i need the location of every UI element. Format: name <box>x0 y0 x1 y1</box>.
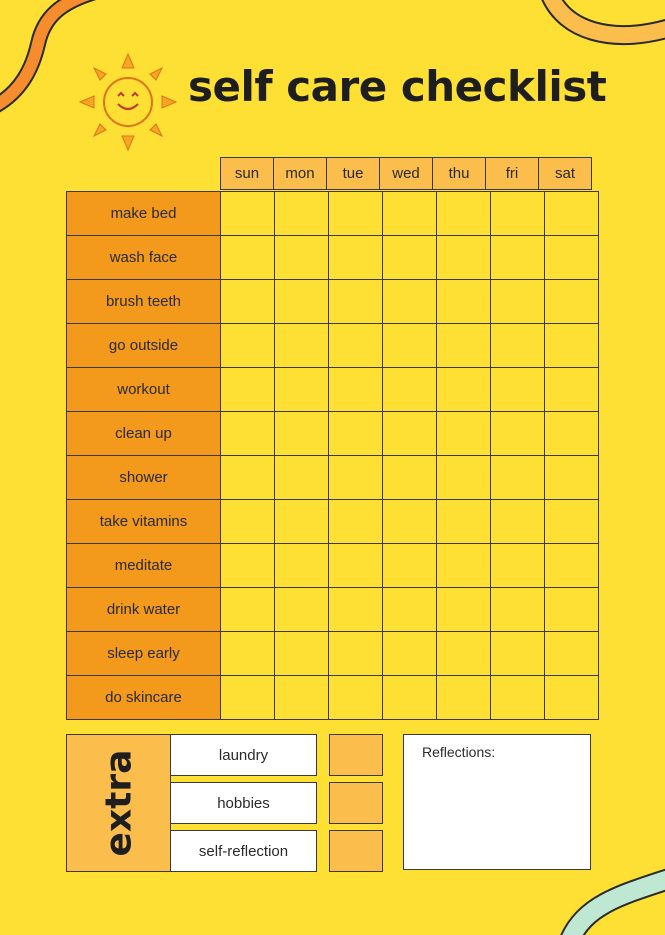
checkbox-cell-mon[interactable] <box>274 587 328 631</box>
checkbox-cell-mon[interactable] <box>274 191 328 235</box>
task-row <box>66 675 599 719</box>
checkbox-cell-sat[interactable] <box>544 323 599 367</box>
checkbox-cell-fri[interactable] <box>490 675 544 720</box>
checkbox-cell-sun[interactable] <box>220 455 274 499</box>
checkbox-cell-fri[interactable] <box>490 499 544 543</box>
task-row <box>66 631 599 675</box>
task-row <box>66 411 599 455</box>
task-row <box>66 455 599 499</box>
checkbox-cell-mon[interactable] <box>274 411 328 455</box>
checkbox-cell-sun[interactable] <box>220 323 274 367</box>
extra-item: self-reflection <box>170 830 317 872</box>
extra-checkbox[interactable] <box>329 830 383 872</box>
checkbox-cell-thu[interactable] <box>436 631 490 675</box>
task-row <box>66 587 599 631</box>
task-label: do skincare <box>66 675 220 720</box>
checkbox-cell-sat[interactable] <box>544 543 599 587</box>
checkbox-cell-thu[interactable] <box>436 411 490 455</box>
extra-item: hobbies <box>170 782 317 824</box>
task-label: meditate <box>66 543 220 587</box>
checkbox-cell-sat[interactable] <box>544 235 599 279</box>
checkbox-cell-mon[interactable] <box>274 543 328 587</box>
checkbox-cell-wed[interactable] <box>382 455 436 499</box>
task-label: take vitamins <box>66 499 220 543</box>
checkbox-cell-sun[interactable] <box>220 543 274 587</box>
checkbox-cell-tue[interactable] <box>328 587 382 631</box>
checkbox-cell-thu[interactable] <box>436 587 490 631</box>
checkbox-cell-wed[interactable] <box>382 543 436 587</box>
checkbox-cell-sun[interactable] <box>220 499 274 543</box>
checkbox-cell-thu[interactable] <box>436 455 490 499</box>
checkbox-cell-thu[interactable] <box>436 323 490 367</box>
checkbox-cell-thu[interactable] <box>436 367 490 411</box>
checkbox-cell-sun[interactable] <box>220 191 274 235</box>
checkbox-cell-tue[interactable] <box>328 455 382 499</box>
task-row <box>66 235 599 279</box>
checkbox-cell-sat[interactable] <box>544 455 599 499</box>
checkbox-cell-sun[interactable] <box>220 411 274 455</box>
checkbox-cell-sun[interactable] <box>220 235 274 279</box>
checkbox-cell-sat[interactable] <box>544 191 599 235</box>
checkbox-cell-sun[interactable] <box>220 587 274 631</box>
day-header: thu <box>432 157 486 190</box>
checkbox-cell-mon[interactable] <box>274 455 328 499</box>
checkbox-cell-sat[interactable] <box>544 631 599 675</box>
checkbox-cell-tue[interactable] <box>328 323 382 367</box>
task-label: clean up <box>66 411 220 455</box>
checkbox-cell-tue[interactable] <box>328 235 382 279</box>
task-row <box>66 279 599 323</box>
day-header-row <box>220 157 591 190</box>
reflections-box[interactable] <box>403 734 591 870</box>
checkbox-cell-wed[interactable] <box>382 367 436 411</box>
task-label: go outside <box>66 323 220 367</box>
checkbox-cell-sat[interactable] <box>544 367 599 411</box>
day-header: fri <box>485 157 539 190</box>
checkbox-cell-wed[interactable] <box>382 587 436 631</box>
day-header: sun <box>220 157 274 190</box>
checkbox-cell-tue[interactable] <box>328 499 382 543</box>
checkbox-cell-tue[interactable] <box>328 191 382 235</box>
checkbox-cell-sun[interactable] <box>220 675 274 720</box>
task-row <box>66 367 599 411</box>
checkbox-cell-sun[interactable] <box>220 631 274 675</box>
task-row <box>66 499 599 543</box>
extra-label: extra <box>98 749 140 857</box>
checkbox-cell-fri[interactable] <box>490 411 544 455</box>
checkbox-cell-sat[interactable] <box>544 411 599 455</box>
checkbox-cell-wed[interactable] <box>382 279 436 323</box>
extra-checkbox[interactable] <box>329 734 383 776</box>
checkbox-cell-tue[interactable] <box>328 631 382 675</box>
task-label: wash face <box>66 235 220 279</box>
checkbox-cell-wed[interactable] <box>382 631 436 675</box>
checkbox-cell-mon[interactable] <box>274 499 328 543</box>
checkbox-cell-tue[interactable] <box>328 543 382 587</box>
checkbox-cell-fri[interactable] <box>490 279 544 323</box>
checkbox-cell-wed[interactable] <box>382 323 436 367</box>
checkbox-cell-wed[interactable] <box>382 675 436 720</box>
day-header: wed <box>379 157 433 190</box>
checkbox-cell-sat[interactable] <box>544 675 599 720</box>
task-row <box>66 323 599 367</box>
checkbox-cell-thu[interactable] <box>436 235 490 279</box>
checkbox-cell-thu[interactable] <box>436 191 490 235</box>
checkbox-cell-sat[interactable] <box>544 499 599 543</box>
task-label: workout <box>66 367 220 411</box>
checkbox-cell-mon[interactable] <box>274 235 328 279</box>
checkbox-cell-thu[interactable] <box>436 279 490 323</box>
checkbox-cell-tue[interactable] <box>328 279 382 323</box>
day-header: mon <box>273 157 327 190</box>
day-header: sat <box>538 157 592 190</box>
extra-checkbox[interactable] <box>329 782 383 824</box>
checkbox-cell-fri[interactable] <box>490 587 544 631</box>
checkbox-cell-fri[interactable] <box>490 323 544 367</box>
checkbox-cell-mon[interactable] <box>274 279 328 323</box>
checkbox-cell-thu[interactable] <box>436 543 490 587</box>
checkbox-cell-wed[interactable] <box>382 191 436 235</box>
checkbox-cell-wed[interactable] <box>382 499 436 543</box>
task-label: shower <box>66 455 220 499</box>
checkbox-cell-fri[interactable] <box>490 235 544 279</box>
checkbox-cell-mon[interactable] <box>274 323 328 367</box>
checkbox-cell-sun[interactable] <box>220 279 274 323</box>
extra-section <box>66 734 171 872</box>
checkbox-cell-fri[interactable] <box>490 455 544 499</box>
checkbox-cell-mon[interactable] <box>274 631 328 675</box>
task-row <box>66 543 599 587</box>
checkbox-cell-wed[interactable] <box>382 235 436 279</box>
checkbox-cell-sat[interactable] <box>544 279 599 323</box>
reflections-label: Reflections: <box>422 744 496 760</box>
checkbox-cell-thu[interactable] <box>436 675 490 720</box>
checkbox-cell-thu[interactable] <box>436 499 490 543</box>
smiling-sun-icon <box>78 52 178 152</box>
checkbox-cell-fri[interactable] <box>490 367 544 411</box>
checkbox-cell-sun[interactable] <box>220 367 274 411</box>
checkbox-cell-fri[interactable] <box>490 191 544 235</box>
checkbox-cell-tue[interactable] <box>328 411 382 455</box>
checkbox-cell-fri[interactable] <box>490 631 544 675</box>
checkbox-cell-mon[interactable] <box>274 367 328 411</box>
task-label: brush teeth <box>66 279 220 323</box>
task-label: sleep early <box>66 631 220 675</box>
checkbox-cell-sat[interactable] <box>544 587 599 631</box>
day-header: tue <box>326 157 380 190</box>
task-label: make bed <box>66 191 220 235</box>
checkbox-cell-tue[interactable] <box>328 675 382 720</box>
page-title: self care checklist <box>188 62 607 111</box>
checklist-grid <box>66 191 599 719</box>
extra-item: laundry <box>170 734 317 776</box>
checkbox-cell-mon[interactable] <box>274 675 328 720</box>
checkbox-cell-wed[interactable] <box>382 411 436 455</box>
checkbox-cell-fri[interactable] <box>490 543 544 587</box>
task-row <box>66 191 599 235</box>
task-label: drink water <box>66 587 220 631</box>
checkbox-cell-tue[interactable] <box>328 367 382 411</box>
